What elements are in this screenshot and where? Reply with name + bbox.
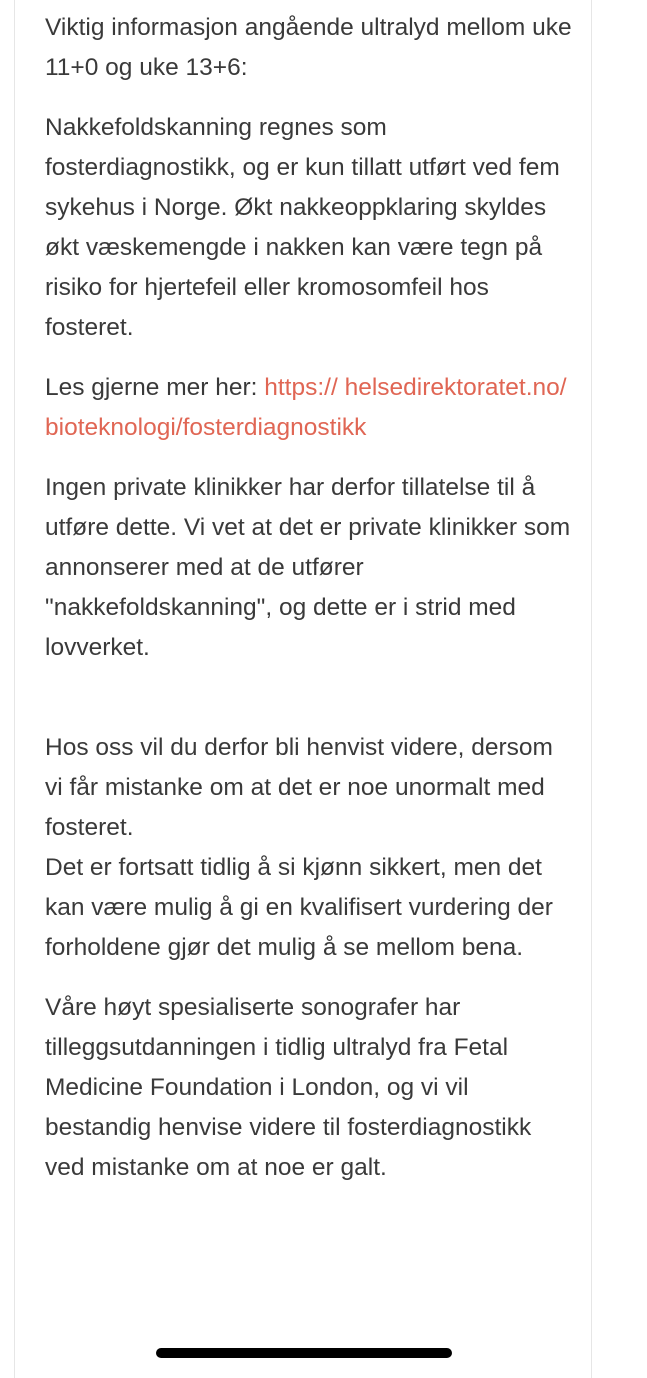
paragraph-sonographers: Våre høyt spesialiserte sonografer har tilleggsutdanningen i tidlig ultralyd fra Fetal Medicine Foundation i London, og vi vil bestandig henvise videre til fosterdiagnostikk ved mistanke om at noe er galt.	[45, 994, 532, 1181]
paragraph-nakkefold: Nakkefoldskanning regnes som fosterdiagnostikk, og er kun tillatt utført ved fem sykehus i Norge. Økt nakkeoppklaring skyldes økt væskemengde i nakken kan være tegn på risiko for hjertefeil eller kromosomfeil hos fosteret.	[45, 114, 560, 341]
paragraph-gender: Det er fortsatt tidlig å si kjønn sikkert, men det kan være mulig å gi en kvalifisert vurdering der forholdene gjør det mulig å se mellom bena.	[45, 854, 553, 961]
helsedirektoratet-link[interactable]: https:// helsedirektoratet.no/ bioteknologi/fosterdiagnostikk	[45, 374, 567, 441]
read-more-label: Les gjerne mer her:	[45, 374, 265, 401]
article-body	[45, 8, 575, 1208]
paragraph-referral: Hos oss vil du derfor bli henvist videre, dersom vi får mistanke om at det er noe unormalt med fosteret.	[45, 734, 553, 841]
read-more-paragraph	[45, 368, 575, 448]
article-heading: Viktig informasjon angående ultralyd mellom uke 11+0 og uke 13+6:	[45, 14, 572, 81]
paragraph-private-clinics: Ingen private klinikker har derfor tillatelse til å utføre dette. Vi vet at det er private klinikker som annonserer med at de utfører "nakkefoldskanning", og dette er i strid med lovverket.	[45, 474, 571, 661]
home-indicator[interactable]	[156, 1348, 452, 1358]
